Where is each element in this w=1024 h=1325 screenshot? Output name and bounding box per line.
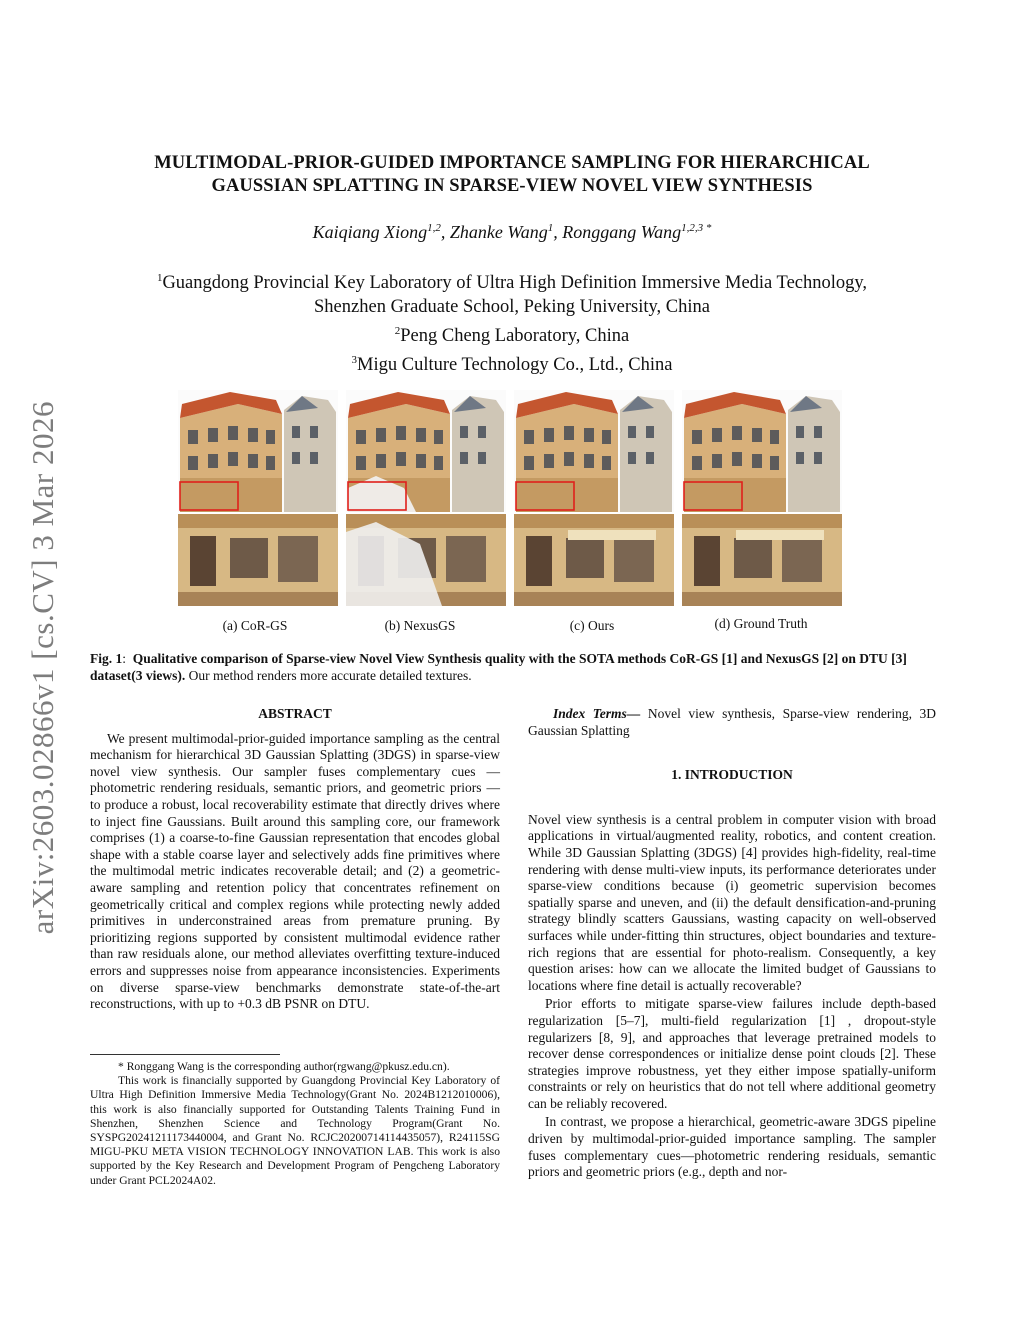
title-line-1: MULTIMODAL-PRIOR-GUIDED IMPORTANCE SAMPLING FOR HIERARCHICAL [154,153,870,173]
render-full-view [682,390,842,512]
author-affil-marker: 1,2 [427,222,441,234]
affil-marker: 2 [394,325,401,338]
affil-marker: 3 [351,354,358,367]
affiliation-text: Guangdong Provincial Key Laboratory of Ultra High Definition Immersive Media Technology, [162,273,868,294]
affiliation-1-cont: Shenzhen Graduate School, Peking University, China [314,297,710,318]
affiliations [100,266,924,377]
title-line-2: GAUSSIAN SPLATTING IN SPARSE-VIEW NOVEL VIEW SYNTHESIS [211,176,813,196]
figure-panel-corgs [178,390,338,606]
introduction-paragraph-3: In contrast, we propose a hierarchical, geometric-aware 3DGS pipeline driven by multimodal-prior-guided importance sampling. The sampler fuses complementary cues—photometric rendering residuals, semantic priors and geometric priors (e.g., depth and nor- [528,1114,936,1180]
footnote-funding: This work is financially supported by Guangdong Provincial Key Laboratory of Ultra High Definition Immersive Media Technology(Grant No. 2024B1212010006), this work is also financially supported for Outstanding Talents Training Fund in Shenzhen, Shenzhen Science and Technology Program(Grant No. SYSPG20241211173440004, and Grant No. RCJC20200714114435057), R24115SG MIGU-PKU META VISION TECHNOLOGY INNOVATION LAB. This work is also supported by the Key Research and Development Program of Pengcheng Laboratory under Grant PCL2024A02. [90,1074,500,1187]
render-zoomed-crop [514,514,674,606]
affil-marker: 1 [156,272,163,284]
affiliation-2 [100,319,924,348]
render-full-view [178,390,338,512]
render-zoomed-crop [682,514,842,606]
affiliation-text: Peng Cheng Laboratory, China [400,326,630,347]
figure-label: Fig. 1 [90,651,123,666]
index-terms-text: Novel view synthesis, Sparse-view rendering, 3D Gaussian Splatting [528,706,936,738]
arxiv-identifier: arXiv:2603.02866v1 [cs.CV] 3 Mar 2026 [25,401,60,935]
render-zoomed-crop [346,514,506,606]
subcaption-d: (d) Ground Truth [714,616,808,631]
figure-caption-bold: Qualitative comparison of Sparse-view Novel View Synthesis quality with the SOTA methods CoR-GS [1] and NexusGS [2] on DTU [3] dataset(3 views). [90,651,907,683]
author-affil-marker: 1 [547,222,554,234]
render-zoomed-crop [178,514,338,606]
abstract-heading: ABSTRACT [258,706,332,721]
index-terms [528,706,936,739]
footnote-rule [90,1054,280,1055]
author-list [120,222,904,243]
affiliation-1 [100,266,924,295]
affiliation-text: Migu Culture Technology Co., Ltd., China [357,355,673,376]
index-terms-label: Index Terms— [553,706,641,721]
footnote-corresponding: * Ronggang Wang is the corresponding author(rgwang@pkusz.edu.cn). [118,1060,450,1073]
figure-panel-ours [514,390,674,606]
abstract-text: We present multimodal-prior-guided importance sampling as the central mechanism for hierarchical 3D Gaussian Splatting (3DGS) in sparse-view novel view synthesis. Our sampler fuses complementary cues — photometric rendering residuals, semantic priors, and geometric priors — to produce a robust, local recoverability estimate that directly drives where to inject fine Gaussians. Built around this sampling core, our framework comprises (1) a coarse-to-fine Gaussian representation that encodes global shape with a stable coarse layer and selectively adds fine primitives where the multimodal metric indicates recoverable detail; and (2) a geometric-aware sampling and retention policy that concentrates refinement on geometrically critical and complex regions while protecting newly added primitives in underconstrained areas from premature pruning. By prioritizing regions supported by consistent multimodal evidence rather than raw residuals alone, our method alleviates overfitting texture-induced errors and suppresses noise from appearance inconsistencies. Experiments on diverse sparse-view benchmarks demonstrate state-of-the-art reconstructions, with up to +0.3 dB PSNR on DTU. [90,730,500,1012]
introduction-heading: 1. INTRODUCTION [671,767,793,783]
figure-caption: Fig. 1: Qualitative comparison of Sparse-view Novel View Synthesis quality with the SOTA methods CoR-GS [1] and NexusGS [2] on DTU [3] dataset(3 views). Our method renders more accurate detailed textures. [90,651,907,683]
author-name: Zhanke Wang [449,222,548,242]
paper-title [120,152,904,198]
render-full-view [514,390,674,512]
affiliation-3 [100,348,924,377]
abstract-section [90,706,500,1013]
subcaption-a: (a) CoR-GS [222,618,288,633]
author-name: Ronggang Wang [562,222,682,242]
subcaption-c: (c) Ours [569,618,615,633]
subcaption-b: (b) NexusGS [384,618,456,633]
figure-panel-nexusgs [346,390,506,606]
author-name: Kaiqiang Xiong [312,222,428,242]
figure-1 [178,390,846,606]
footnote [90,1060,500,1188]
author-separator: , [553,222,563,242]
figure-caption-rest: Our method renders more accurate detailed textures. [185,668,472,683]
introduction-paragraph-1: Novel view synthesis is a central problem in computer vision with broad applications in virtual/augmented reality, robotics, and content creation. While 3D Gaussian Splatting (3DGS) [4] provides high-fidelity, real-time rendering with dense multi-view inputs, its performance deteriorates under sparse-view conditions because (i) geometric supervision becomes spatially sparse and uneven, and (ii) the default densification-and-pruning strategy blindly scatters Gaussians, wasting capacity on well-observed surfaces while under-fitting thin structures, object boundaries and texture-rich regions that are essential for photo-realism. Consequently, a key question arises: how can we allocate the limited budget of Gaussians to locations where fine detail is actually recoverable? [528,811,936,993]
author-affil-marker: 1,2,3 * [681,222,712,234]
author-separator: , [440,222,450,242]
introduction-paragraph-2: Prior efforts to mitigate sparse-view failures include depth-based regularization [5–7], multi-field regularization [1] , dropout-style regularizers [8, 9], and approaches that leverage pretrained models to recover dense correspondences or initialize dense point clouds [2]. These strategies improve robustness, yet they either impose spatially-uniform constraints or rely on heuristics that do not tell where additional geometry can be reliably recovered. [528,996,936,1111]
figure-panel-ground-truth [682,390,842,606]
right-column [528,706,936,1181]
arxiv-sidebar [18,378,68,958]
render-full-view [346,390,506,512]
